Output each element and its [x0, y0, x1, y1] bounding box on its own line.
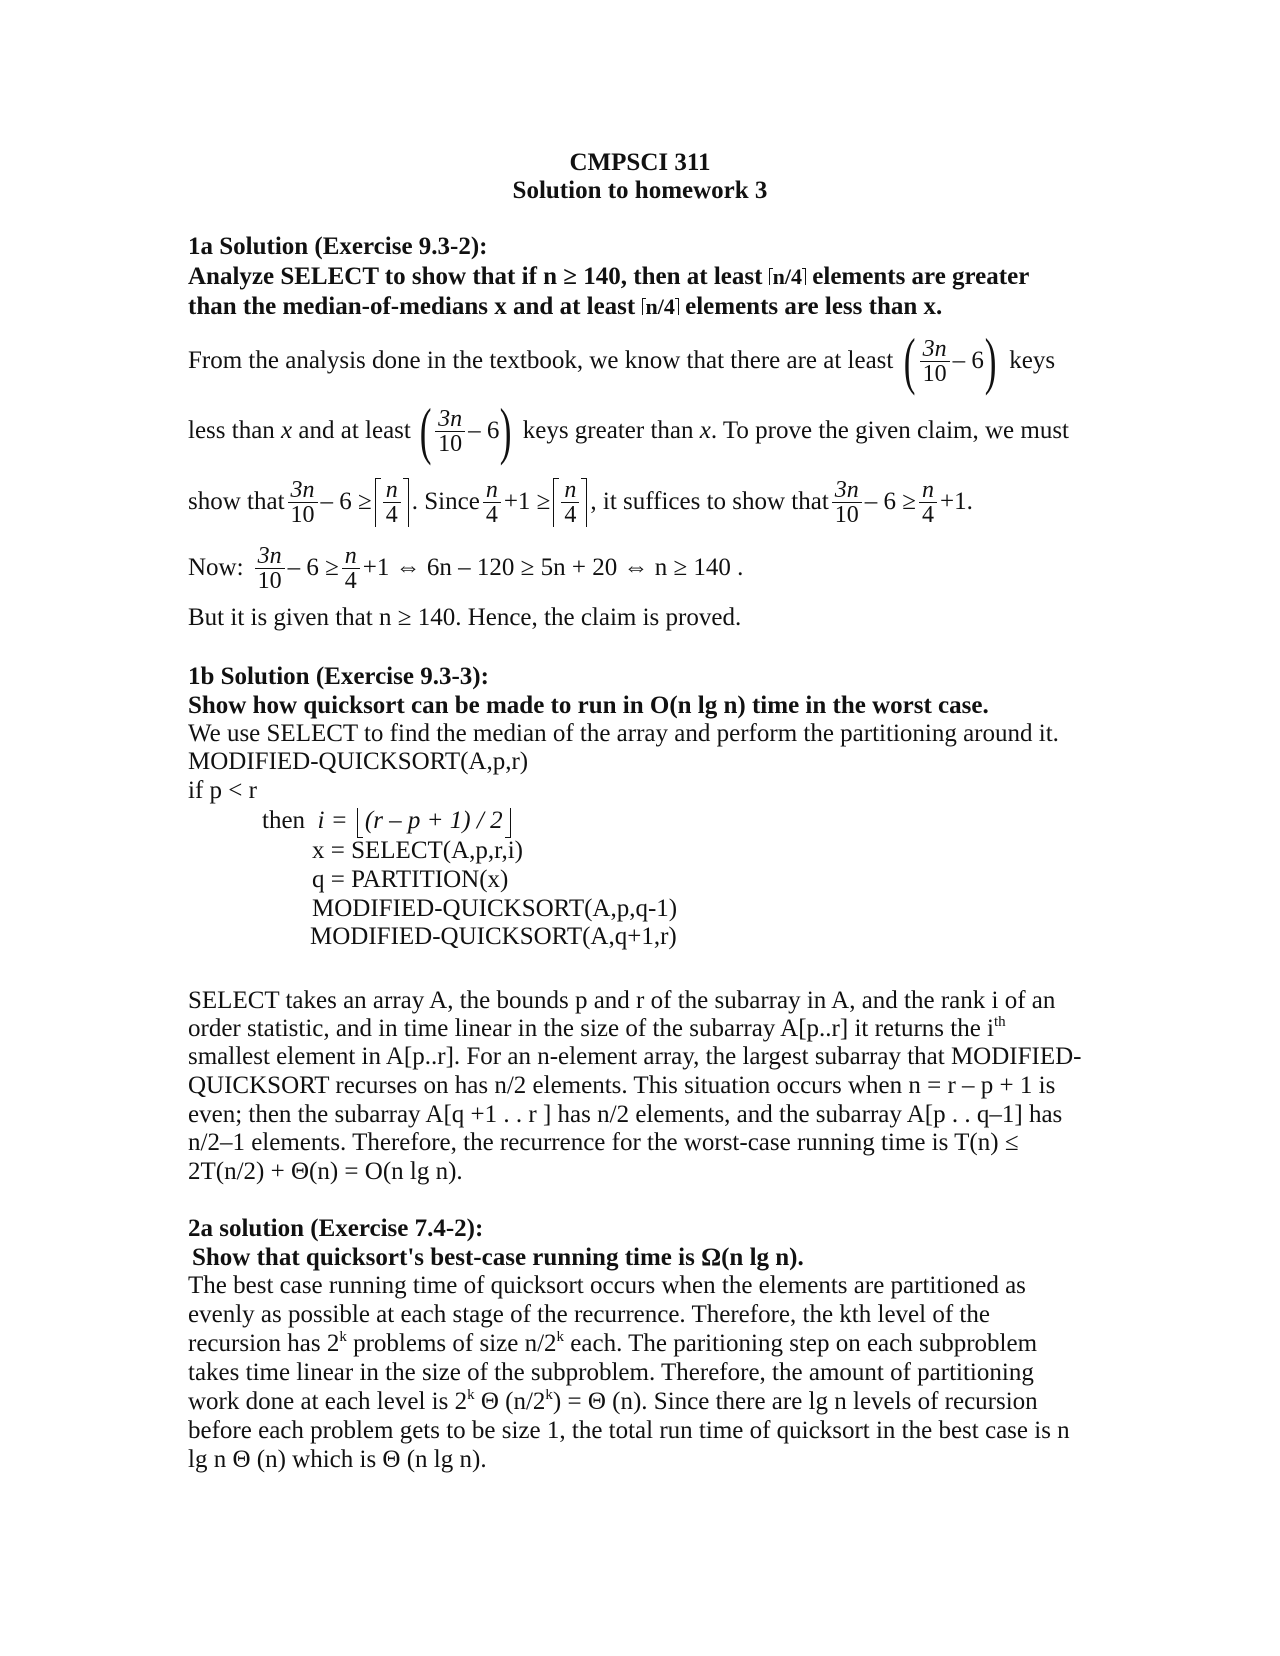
q2a-l7: lg n Θ (n) which is Θ (n lg n).: [188, 1446, 487, 1473]
minus-six-geq: – 6 ≥: [320, 488, 372, 515]
ceil-n-over-4: n/4: [769, 262, 806, 292]
course-title: CMPSCI 311: [569, 149, 711, 176]
right-paren: ): [984, 325, 997, 396]
code-line-1: MODIFIED-QUICKSORT(A,p,r): [188, 748, 529, 775]
right-paren: ): [500, 395, 512, 466]
q2a-heading: 2a solution (Exercise 7.4-2):: [188, 1215, 484, 1242]
code-line-6: MODIFIED-QUICKSORT(A,p,q-1): [312, 895, 678, 922]
fraction-n-over-4: [342, 544, 360, 593]
q1b-para-l7: 2T(n/2) + Θ(n) = O(n lg n).: [188, 1158, 463, 1185]
q1a-prompt-line1-b: elements are greater: [812, 263, 1030, 290]
q1b-para-l4: QUICKSORT recurses on has n/2 elements. This situation occurs when n = r – p + 1 is: [188, 1072, 1056, 1099]
ceiling-n-over-4: [375, 478, 409, 527]
code-line-2: if p < r: [188, 777, 257, 804]
q1a-conclusion: But it is given that n ≥ 140. Hence, the claim is proved.: [188, 604, 742, 631]
superscript-k: k: [545, 1387, 553, 1403]
fraction-3n-over-10: [288, 478, 318, 527]
q1b-para-l2-text: order statistic, and in time linear in the size of the subarray A[p..r] it returns the i: [188, 1015, 995, 1042]
denominator: 4: [919, 502, 937, 527]
now-label: Now:: [188, 554, 244, 581]
numerator: 3n: [290, 476, 315, 503]
superscript-th: th: [994, 1014, 1006, 1030]
q1b-para-l6: n/2–1 elements. Therefore, the recurrence for the worst-case running time is T(n) ≤: [188, 1129, 1019, 1156]
code-line-5: q = PARTITION(x): [312, 866, 509, 893]
q2a-l5-b: Θ (n/2: [474, 1388, 546, 1415]
left-paren: (: [419, 395, 432, 466]
denominator: 10: [288, 502, 318, 527]
plus-one-geq: +1 ≥: [503, 488, 551, 515]
q1a-prompt-line1-a: Analyze SELECT to show that if n ≥ 140, then at least: [188, 263, 763, 290]
q2a-l5-c: ) = Θ (n). Since there are lg n levels of recursion: [552, 1388, 1038, 1415]
denominator: 10: [832, 502, 862, 527]
q2a-prompt: Show that quicksort's best-case running time is Ω(n lg n).: [192, 1244, 804, 1271]
q1a-p2-c: keys greater than: [522, 417, 694, 444]
q1a-para-line3: [188, 472, 973, 532]
q1b-para-l1: SELECT takes an array A, the bounds p and r of the subarray in A, and the rank i of an: [188, 987, 1056, 1014]
q1b-heading: 1b Solution (Exercise 9.3-3):: [188, 663, 489, 690]
minus-six-geq: – 6 ≥: [287, 554, 339, 581]
q2a-l3-c: each. The paritioning step on each subproblem: [564, 1330, 1038, 1357]
numerator: 3n: [834, 476, 859, 503]
q1a-since: . Since: [411, 488, 480, 515]
q1a-heading: 1a Solution (Exercise 9.3-2):: [188, 233, 488, 260]
numerator: 3n: [257, 542, 282, 569]
q2a-l5: [188, 1387, 1038, 1417]
q1a-p1-text: From the analysis done in the textbook, we know that there are at least: [188, 347, 894, 374]
q1a-p2-d: . To prove the given claim, we must: [710, 417, 1069, 444]
q2a-l5-a: work done at each level is 2: [188, 1388, 468, 1415]
minus-six-geq: – 6 ≥: [864, 488, 917, 515]
q1a-p2-b: and at least: [298, 417, 411, 444]
code-i-eq: i =: [317, 807, 348, 834]
code-line-7: MODIFIED-QUICKSORT(A,q+1,r): [310, 923, 677, 950]
denominator: 10: [920, 361, 950, 386]
left-paren: (: [904, 325, 916, 396]
numerator: 3n: [922, 335, 947, 362]
denominator: 4: [383, 502, 401, 527]
q2a-l3-b: problems of size n/2: [346, 1330, 557, 1357]
q1a-para-line1: [188, 325, 1056, 396]
q2a-l6: before each problem gets to be size 1, the total run time of quicksort in the best case is n: [188, 1417, 1070, 1444]
q1a-suffices: , it suffices to show that: [590, 488, 829, 515]
superscript-k: k: [556, 1329, 565, 1345]
q1a-prompt-line1: [188, 262, 1029, 292]
minus-six: – 6: [952, 347, 984, 374]
fraction-n-over-4: [383, 478, 401, 527]
var-x: x: [281, 417, 293, 444]
numerator: n: [485, 476, 498, 503]
q1b-prompt: Show how quicksort can be made to run in O(n lg n) time in the worst case.: [188, 692, 989, 719]
now-rest: +1 ⇔ 6n – 120 ≥ 5n + 20 ⇔ n ≥ 140 .: [362, 554, 744, 581]
q2a-l2: evenly as possible at each stage of the recurrence. Therefore, the kth level of the: [188, 1301, 990, 1328]
ceiling-n-over-4: [553, 478, 587, 527]
fraction-3n-over-10: [920, 337, 950, 386]
fraction-n-over-4: [919, 478, 937, 527]
q1a-now-line: [188, 540, 743, 596]
q1b-intro: We use SELECT to find the median of the array and perform the partitioning around it.: [188, 720, 1059, 747]
floor-expression: (r – p + 1) / 2: [357, 806, 511, 836]
numerator: n: [922, 476, 935, 503]
numerator: n: [385, 476, 398, 503]
q1b-para-l3: smallest element in A[p..r]. For an n-element array, the largest subarray that MODIFIED-: [188, 1043, 1082, 1070]
denominator: 10: [255, 568, 285, 593]
denominator: 10: [435, 431, 465, 456]
q1a-prompt-line2-a: than the median-of-medians x and at least: [188, 293, 636, 320]
q2a-l4: takes time linear in the size of the subproblem. Therefore, the amount of partitioning: [188, 1359, 1034, 1386]
numerator: 3n: [438, 405, 463, 432]
var-x: x: [699, 417, 711, 444]
q1b-para-l2: [188, 1014, 1006, 1044]
q1a-prompt-line2-b: elements are less than x.: [685, 293, 943, 320]
fraction-3n-over-10: [832, 478, 862, 527]
denominator: 4: [561, 502, 579, 527]
plus-one-end: +1.: [940, 488, 973, 515]
page-subtitle: Solution to homework 3: [512, 177, 768, 204]
q1a-para-line2: [188, 395, 1069, 466]
code-line-4: x = SELECT(A,p,r,i): [312, 837, 523, 864]
q1a-p2-a: less than: [188, 417, 275, 444]
denominator: 4: [483, 502, 501, 527]
fraction-3n-over-10: [435, 407, 465, 456]
code-then: then: [262, 807, 306, 834]
ceil-n-over-4-b: n/4: [642, 292, 679, 322]
denominator: 4: [342, 568, 360, 593]
fraction-n-over-4: [561, 478, 579, 527]
q2a-l3-a: recursion has 2: [188, 1330, 340, 1357]
superscript-k: k: [467, 1387, 475, 1403]
q1b-para-l5: even; then the subarray A[q +1 . . r ] has n/2 elements, and the subarray A[p . . q–1] has: [188, 1101, 1063, 1128]
minus-six: – 6: [468, 417, 500, 444]
numerator: n: [344, 542, 357, 569]
q2a-l1: The best case running time of quicksort occurs when the elements are partitioned as: [188, 1272, 1026, 1299]
q1a-p1-keys: keys: [1009, 347, 1056, 374]
q1a-p3-a: show that: [188, 488, 285, 515]
superscript-k: k: [339, 1329, 347, 1345]
fraction-n-over-4: [483, 478, 501, 527]
numerator: n: [564, 476, 577, 503]
q2a-l3: [188, 1329, 1037, 1359]
code-line-3: [262, 806, 514, 836]
fraction-3n-over-10: [255, 544, 285, 593]
q1a-prompt-line2: [188, 292, 942, 322]
